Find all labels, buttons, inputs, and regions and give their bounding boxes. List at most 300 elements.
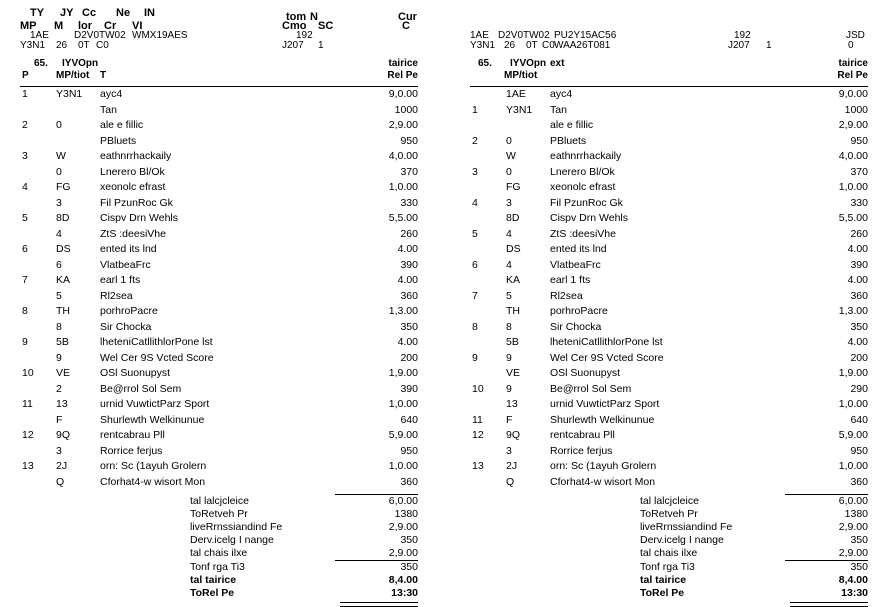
row-code: FG [56, 181, 71, 193]
row-amount: 1000 [844, 103, 868, 116]
header-label: Cr [104, 20, 117, 32]
header-label: SC [318, 20, 334, 32]
column-header [470, 58, 868, 87]
invoice-sheet-left [20, 8, 418, 607]
header-value: 0 [848, 40, 854, 51]
row-code: W [56, 150, 66, 162]
row-amount: 5,5.00 [838, 212, 868, 224]
table-row [20, 196, 418, 212]
table-row [470, 149, 868, 165]
row-description: orn: Sc (1ayuh Grolern [100, 460, 207, 472]
totals-label: tal chais ilxe [190, 547, 248, 559]
row-number: 2 [472, 134, 478, 147]
table-row [20, 180, 418, 196]
row-code: 9 [56, 351, 62, 364]
row-description: Lnerero Bl/Ok [100, 165, 165, 178]
totals-block [20, 494, 418, 607]
row-description: Rorrice ferjus [550, 444, 613, 457]
row-description: porhroPacre [550, 305, 608, 317]
row-code: 5B [56, 336, 69, 348]
header-value: 1AE [30, 30, 49, 41]
row-amount: 2,9.00 [838, 119, 868, 131]
totals-row [470, 508, 868, 521]
row-description: VlatbeaFrc [550, 258, 601, 271]
row-description: Be@rrol Sol Sem [100, 382, 182, 395]
row-code: DS [56, 243, 71, 255]
row-description: ented its lnd [550, 243, 607, 255]
row-code: 0 [56, 119, 62, 131]
row-amount: 1,0.00 [388, 181, 418, 193]
table-row [470, 196, 868, 212]
row-amount: 200 [850, 351, 868, 364]
column-head-top-left: 65. [34, 58, 48, 69]
table-row [470, 475, 868, 491]
row-number: 12 [472, 429, 484, 441]
row-description: ayc4 [550, 88, 573, 100]
table-row [470, 118, 868, 134]
header-value: 1 [766, 40, 772, 51]
row-amount: 1,9.00 [838, 367, 868, 379]
header-label: M [54, 20, 64, 32]
row-code: 4 [506, 227, 512, 240]
table-row [20, 118, 418, 134]
header-value: J207 [728, 40, 750, 51]
totals-row [20, 587, 418, 600]
row-description: porhroPacre [100, 305, 158, 317]
line-items [470, 87, 868, 490]
row-code: 0 [506, 165, 512, 178]
row-code: Y3N1 [506, 103, 533, 116]
totals-value: 2,9.00 [838, 521, 868, 533]
totals-label: tal lalcjcleice [190, 495, 249, 507]
row-description: ale e fillic [550, 119, 594, 131]
row-description: ZtS :deesiVhe [550, 227, 616, 240]
row-code: 0 [506, 134, 512, 147]
row-code: F [56, 413, 63, 426]
row-amount: 4.00 [847, 336, 868, 348]
table-row [470, 258, 868, 274]
row-description: ale e fillic [100, 119, 144, 131]
row-code: 6 [56, 258, 62, 271]
row-amount: 330 [400, 196, 418, 209]
line-items [20, 87, 418, 490]
row-amount: 360 [850, 289, 868, 302]
row-description: VlatbeaFrc [100, 258, 151, 271]
totals-value: 350 [850, 534, 868, 546]
row-code: 3 [56, 196, 62, 209]
row-number: 3 [22, 150, 28, 162]
header-value: JSD [846, 30, 865, 41]
totals-value: 13:30 [841, 587, 868, 599]
row-amount: 330 [850, 196, 868, 209]
column-head-no: P [22, 70, 29, 81]
row-code: 13 [56, 398, 68, 410]
totals-value: 1380 [844, 508, 868, 520]
row-description: earl 1 fts [550, 274, 591, 286]
row-amount: 1,3.00 [388, 305, 418, 317]
table-row [470, 103, 868, 119]
row-amount: 1,9.00 [388, 367, 418, 379]
row-amount: 1,0.00 [838, 398, 868, 410]
row-amount: 390 [400, 382, 418, 395]
row-description: lheteniCatllithlorPone lst [100, 336, 213, 348]
table-row [470, 428, 868, 444]
table-row [470, 397, 868, 413]
row-amount: 370 [850, 165, 868, 178]
totals-label: tal tairice [190, 574, 237, 586]
table-row [20, 103, 418, 119]
totals-value: 8,4.00 [838, 574, 868, 586]
row-description: Rl2sea [100, 289, 133, 302]
row-number: 7 [472, 289, 478, 302]
table-row [470, 335, 868, 351]
header-label: Ne [116, 7, 131, 19]
header-label: Cur [398, 11, 417, 23]
header-value: 0T [526, 40, 538, 51]
row-number: 1 [22, 88, 28, 100]
row-description: Fil PzunRoc Gk [550, 196, 623, 209]
row-number: 7 [22, 274, 28, 286]
row-description: Lnerero Bl/Ok [550, 165, 615, 178]
row-amount: 9,0.00 [388, 88, 418, 100]
row-description: eathnrrhackaily [550, 150, 622, 162]
row-amount: 1,0.00 [838, 181, 868, 193]
table-row [470, 273, 868, 289]
table-row [470, 413, 868, 429]
totals-block [470, 494, 868, 607]
totals-row [20, 521, 418, 534]
column-head-top-mid: IYVOpn [62, 58, 99, 69]
row-code: 2J [506, 460, 518, 472]
row-description: eathnrrhackaily [100, 150, 172, 162]
header-label: IN [144, 7, 155, 19]
table-row [20, 366, 418, 382]
column-head-amount: Rel Pe [837, 70, 868, 81]
table-row [20, 258, 418, 274]
totals-value: 6,0.00 [838, 495, 868, 507]
row-description: Shurlewth Welkinunue [100, 413, 205, 426]
row-description: Be@rrol Sol Sem [550, 382, 632, 395]
row-number: 9 [472, 351, 478, 364]
table-row [470, 320, 868, 336]
row-description: PBluets [550, 134, 587, 147]
row-description: PBluets [100, 134, 137, 147]
row-amount: 1,0.00 [388, 460, 418, 472]
row-amount: 4.00 [847, 243, 868, 255]
row-code: 9 [506, 351, 512, 364]
row-amount: 9,0.00 [838, 88, 868, 100]
row-number: 2 [22, 119, 28, 131]
row-code: 5B [506, 336, 519, 348]
row-code: F [506, 413, 513, 426]
table-row [470, 87, 868, 103]
table-row [470, 351, 868, 367]
totals-row [470, 534, 868, 547]
invoice-sheet-right [470, 8, 868, 607]
totals-value: 1380 [394, 508, 418, 520]
column-head-amount: Rel Pe [387, 70, 418, 81]
header-label: lor [78, 20, 93, 32]
header-block [470, 8, 868, 51]
totals-value: 2,9.00 [388, 521, 418, 533]
row-code: 3 [506, 444, 512, 457]
table-row [20, 211, 418, 227]
row-amount: 260 [850, 227, 868, 240]
row-description: ayc4 [100, 88, 123, 100]
row-number: 11 [22, 398, 33, 410]
row-number: 10 [22, 367, 34, 379]
row-code: TH [506, 305, 520, 317]
column-head-qty: MP/tiot [504, 70, 538, 81]
column-header [20, 58, 418, 87]
row-code: 5 [56, 289, 62, 302]
row-amount: 640 [400, 413, 418, 426]
row-number: 8 [472, 320, 478, 333]
row-code: VE [56, 367, 71, 379]
row-code: 13 [506, 398, 518, 410]
row-description: OSl Suonupyst [550, 367, 621, 379]
totals-row [470, 547, 868, 560]
row-amount: 2,9.00 [388, 119, 418, 131]
table-row [20, 320, 418, 336]
row-number: 10 [472, 382, 484, 395]
row-description: Rl2sea [550, 289, 583, 302]
table-row [20, 227, 418, 243]
header-label: TY [30, 7, 45, 19]
row-description: Wel Cer 9S Vcted Score [100, 351, 214, 364]
row-amount: 5,9.00 [388, 429, 418, 441]
row-number: 5 [22, 212, 28, 224]
row-code: 3 [56, 444, 62, 457]
row-description: urnid VuwtictParz Sport [100, 398, 210, 410]
totals-label: ToRetveh Pr [640, 508, 698, 520]
header-value: Y3N1 [20, 40, 46, 51]
row-description: xeonolc efrast [550, 181, 616, 193]
table-row [20, 149, 418, 165]
table-row [20, 382, 418, 398]
header-value: 192 [734, 30, 751, 41]
row-amount: 1,0.00 [838, 460, 868, 472]
row-code: 1AE [506, 88, 526, 100]
table-row [470, 444, 868, 460]
header-label: JY [60, 7, 74, 19]
row-number: 9 [22, 336, 28, 348]
totals-row [20, 547, 418, 560]
header-label: N [310, 11, 318, 23]
row-code: 2J [56, 460, 68, 472]
row-code: 8D [506, 212, 520, 224]
column-head-top-mid: IYVOpn [510, 58, 547, 69]
table-row [20, 459, 418, 475]
header-value: 1 [318, 40, 324, 51]
column-head-qty: MP/tiot [56, 70, 90, 81]
row-amount: 1,3.00 [838, 305, 868, 317]
header-value: D2V0TW02 [498, 30, 550, 41]
header-label: C [402, 20, 410, 32]
row-code: VE [506, 367, 521, 379]
row-amount: 4,0.00 [838, 150, 868, 162]
totals-label: liveRrnssiandind Fe [190, 521, 283, 533]
row-amount: 390 [850, 258, 868, 271]
row-amount: 950 [400, 444, 418, 457]
row-code: KA [56, 274, 71, 286]
header-value: C0 [96, 40, 109, 51]
totals-row [470, 521, 868, 534]
totals-value: 350 [850, 561, 868, 573]
row-amount: 360 [400, 289, 418, 302]
table-row [20, 351, 418, 367]
row-code: KA [506, 274, 521, 286]
row-number: 1 [472, 103, 478, 116]
row-number: 13 [22, 460, 34, 472]
table-row [470, 227, 868, 243]
table-row [470, 211, 868, 227]
row-description: Cforhat4-w wisort Mon [550, 475, 656, 488]
totals-row [470, 574, 868, 587]
table-row [20, 289, 418, 305]
header-value: PU2Y15AC56 [554, 30, 617, 41]
column-head-top-right: tairice [838, 58, 868, 69]
totals-row [20, 508, 418, 521]
row-description: ZtS :deesiVhe [100, 227, 166, 240]
header-value: 192 [296, 30, 313, 41]
column-head-top-right: tairice [388, 58, 418, 69]
header-value: 0T [78, 40, 90, 51]
header-value: C0 [542, 40, 555, 51]
row-amount: 640 [850, 413, 868, 426]
table-row [20, 165, 418, 181]
row-amount: 1000 [394, 103, 418, 116]
row-code: 0 [56, 165, 62, 178]
row-code: FG [506, 181, 521, 193]
row-description: xeonolc efrast [100, 181, 166, 193]
table-row [470, 242, 868, 258]
table-row [470, 304, 868, 320]
totals-value: 6,0.00 [388, 495, 418, 507]
row-code: 9Q [506, 429, 521, 441]
totals-row [470, 587, 868, 600]
double-underline [790, 602, 868, 607]
table-row [470, 366, 868, 382]
row-number: 3 [472, 165, 478, 178]
row-description: rentcabrau Pll [100, 429, 165, 441]
header-value: 26 [504, 40, 516, 51]
totals-row [190, 494, 418, 508]
row-number: 4 [472, 196, 478, 209]
totals-row [640, 560, 868, 574]
row-code: 9 [506, 382, 512, 395]
row-code: W [506, 150, 516, 162]
row-amount: 370 [400, 165, 418, 178]
row-description: Tan [550, 103, 567, 116]
table-row [20, 335, 418, 351]
row-code: TH [56, 305, 70, 317]
totals-value: 8,4.00 [388, 574, 418, 586]
totals-label: tal lalcjcleice [640, 495, 699, 507]
row-description: Tan [100, 103, 117, 116]
row-amount: 360 [400, 475, 418, 488]
totals-label: ToRel Pe [190, 587, 235, 599]
row-amount: 200 [400, 351, 418, 364]
row-code: DS [506, 243, 521, 255]
row-description: earl 1 fts [100, 274, 141, 286]
table-row [20, 242, 418, 258]
header-label: MP [20, 20, 37, 32]
row-code: 2 [56, 382, 62, 395]
row-amount: 950 [850, 444, 868, 457]
totals-label: Derv.icelg I nange [190, 534, 274, 546]
row-amount: 4.00 [397, 336, 418, 348]
row-description: Sir Chocka [550, 320, 602, 333]
table-row [20, 134, 418, 150]
totals-label: tal tairice [640, 574, 687, 586]
totals-label: Derv.icelg I nange [640, 534, 724, 546]
totals-row [640, 494, 868, 508]
row-amount: 4,0.00 [388, 150, 418, 162]
double-underline [340, 602, 418, 607]
row-number: 12 [22, 429, 34, 441]
totals-value: 2,9.00 [388, 547, 418, 559]
row-number: 4 [22, 181, 28, 193]
table-row [470, 180, 868, 196]
totals-row [190, 560, 418, 574]
totals-label: ToRel Pe [640, 587, 685, 599]
table-row [20, 397, 418, 413]
row-amount: 5,9.00 [838, 429, 868, 441]
row-code: 4 [56, 227, 62, 240]
header-label: Cmo [282, 20, 307, 32]
totals-row [20, 574, 418, 587]
row-description: Shurlewth Welkinunue [550, 413, 655, 426]
row-description: Cispv Drn Wehls [550, 212, 628, 224]
row-amount: 5,5.00 [388, 212, 418, 224]
row-code: 9Q [56, 429, 71, 441]
row-amount: 4.00 [397, 243, 418, 255]
row-amount: 260 [400, 227, 418, 240]
row-code: Q [506, 475, 515, 488]
table-row [20, 87, 418, 103]
table-row [470, 165, 868, 181]
row-description: rentcabrau Pll [550, 429, 615, 441]
row-number: 6 [22, 243, 28, 255]
row-description: Cispv Drn Wehls [100, 212, 178, 224]
totals-label: ToRetveh Pr [190, 508, 248, 520]
row-description: Wel Cer 9S Vcted Score [550, 351, 664, 364]
row-description: Rorrice ferjus [100, 444, 163, 457]
totals-row [20, 534, 418, 547]
row-description: Fil PzunRoc Gk [100, 196, 173, 209]
totals-label: Tonf rga Ti3 [190, 561, 245, 573]
row-description: Cforhat4-w wisort Mon [100, 475, 206, 488]
row-number: 6 [472, 258, 478, 271]
row-number: 13 [472, 460, 484, 472]
header-label: VI [132, 20, 143, 32]
totals-value: 13:30 [391, 587, 418, 599]
row-code: 8D [56, 212, 70, 224]
table-row [470, 459, 868, 475]
header-value: WAA26T081 [554, 40, 611, 51]
totals-label: Tonf rga Ti3 [640, 561, 695, 573]
row-amount: 950 [400, 134, 418, 147]
column-head-desc: T [100, 70, 107, 81]
totals-label: liveRrnssiandind Fe [640, 521, 733, 533]
totals-value: 2,9.00 [838, 547, 868, 559]
header-value: J207 [282, 40, 304, 51]
row-code: 4 [506, 258, 512, 271]
totals-value: 350 [400, 534, 418, 546]
header-value: Y3N1 [470, 40, 496, 51]
table-row [470, 289, 868, 305]
